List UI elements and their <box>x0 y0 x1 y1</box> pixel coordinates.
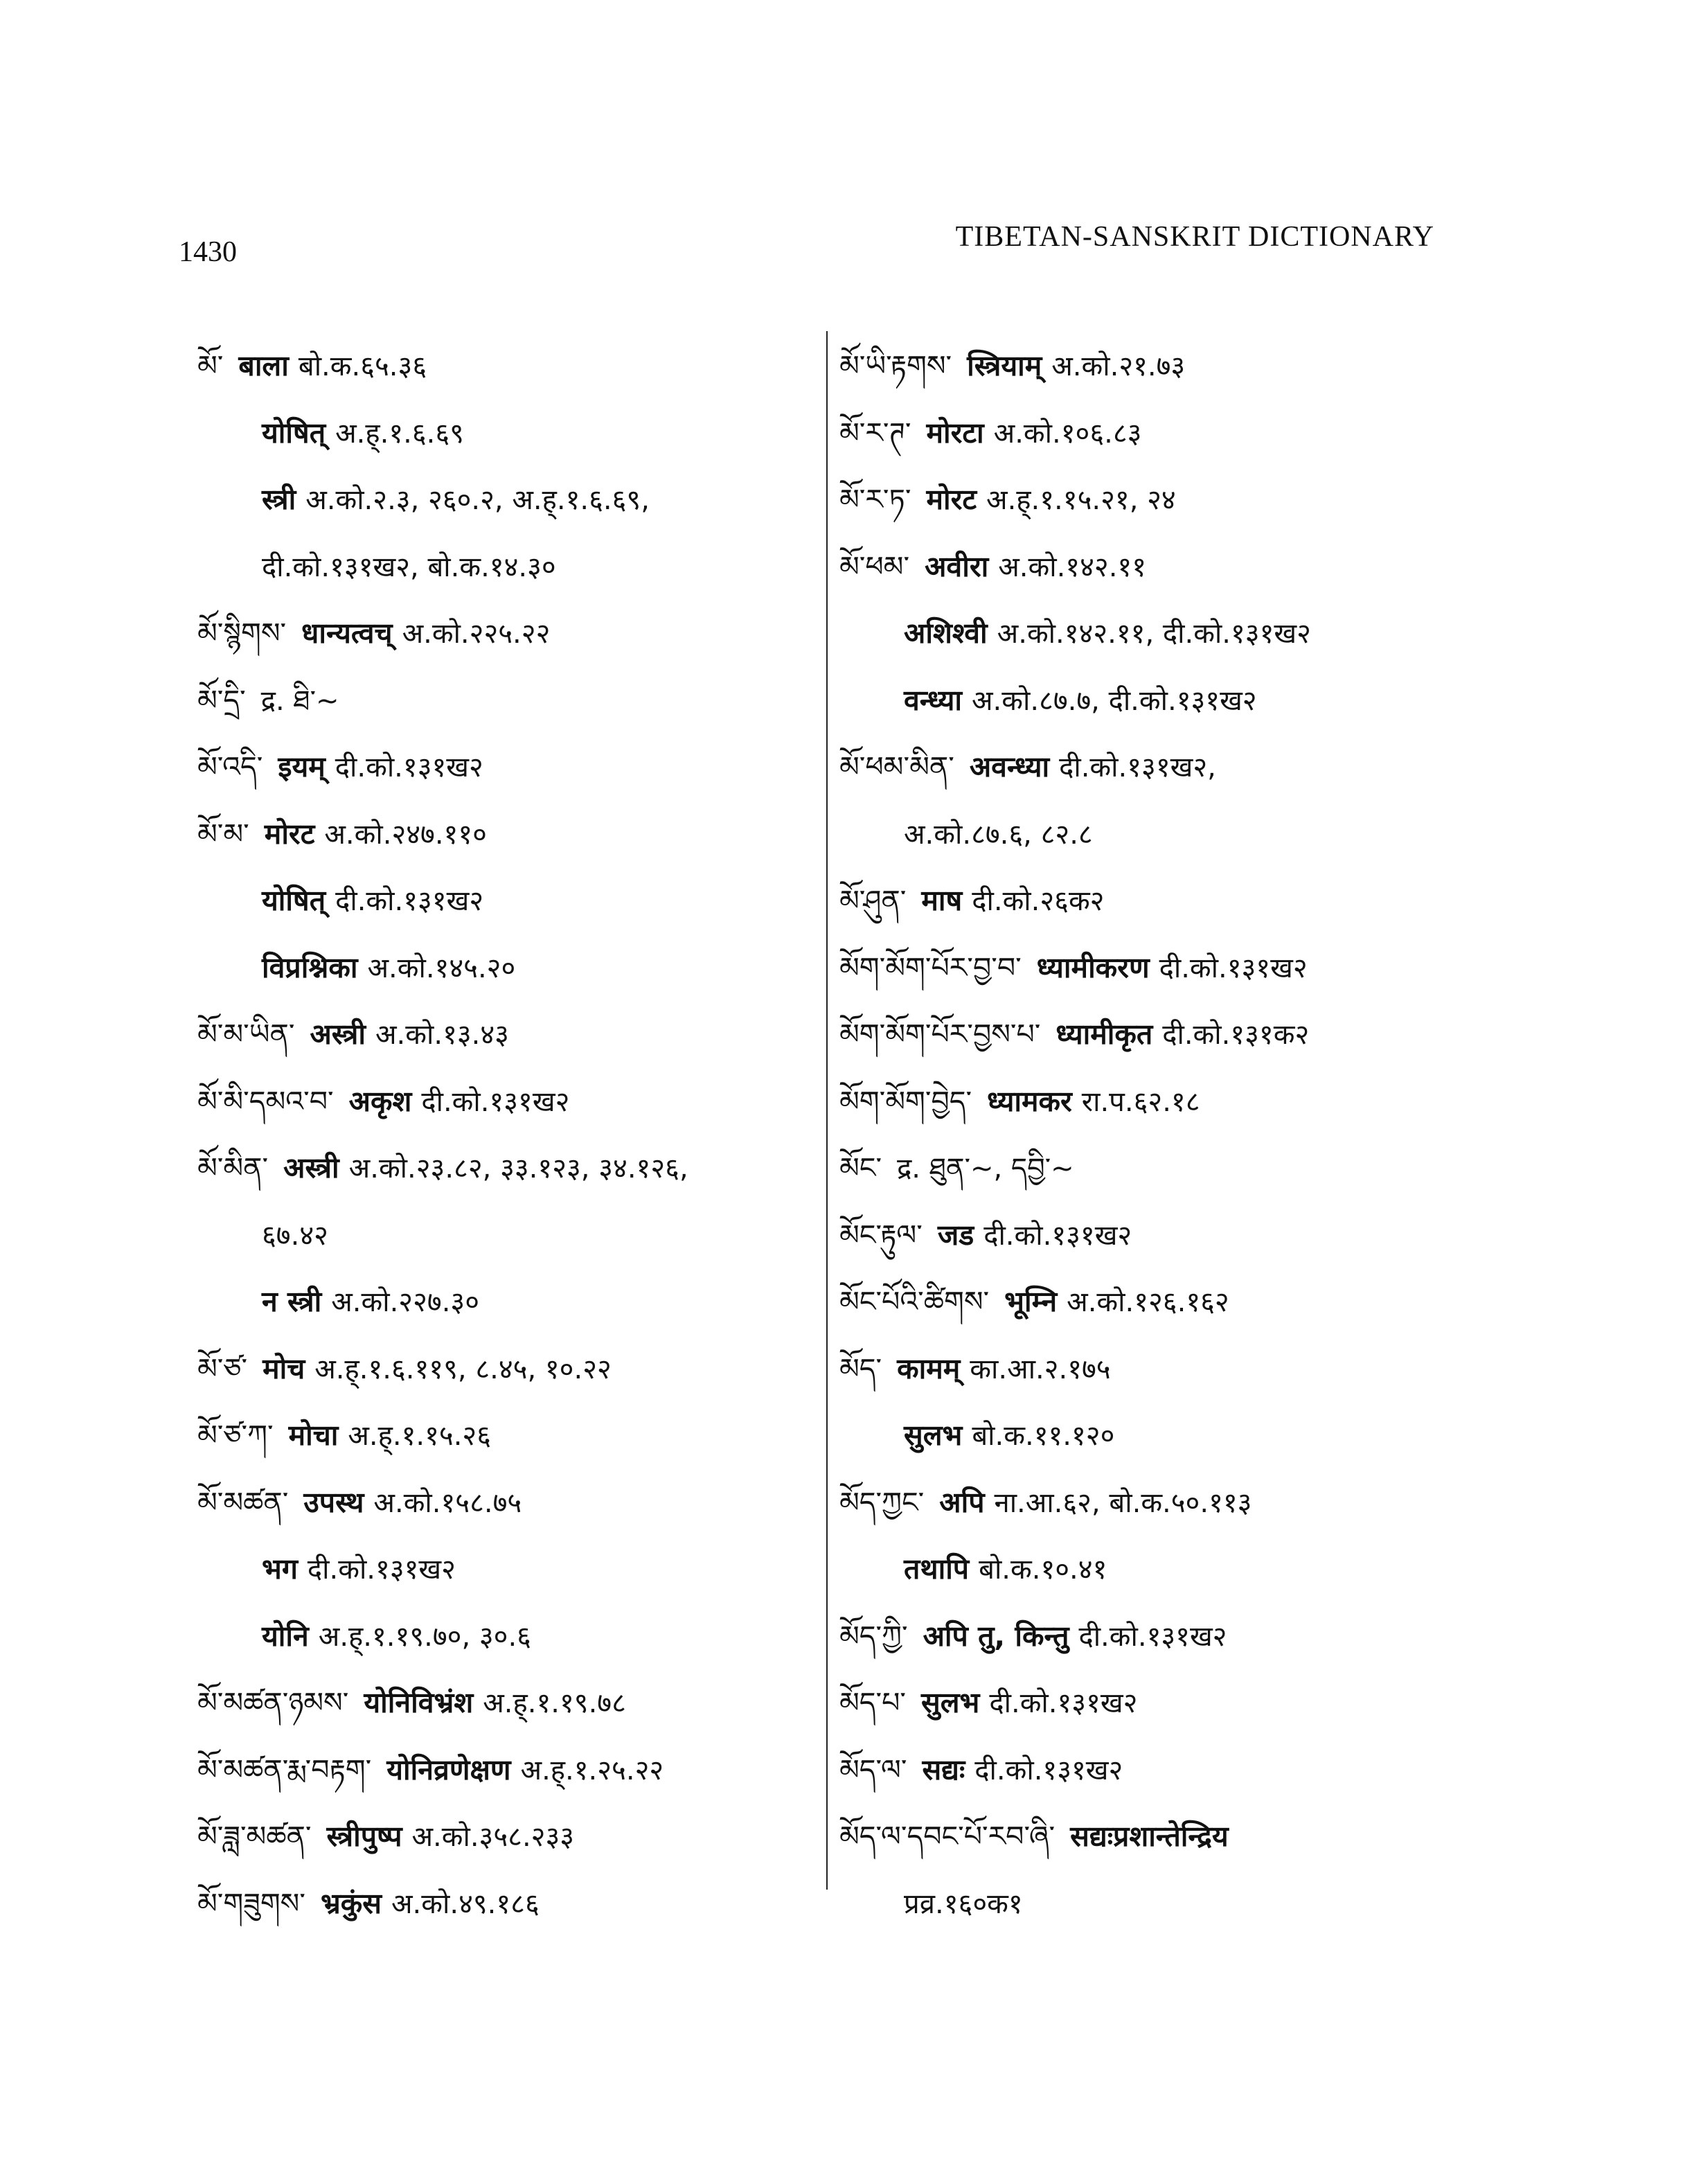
tibetan-headword: མོ་གཟུགས་ <box>197 1886 305 1920</box>
sanskrit-equivalent: जड <box>937 1218 974 1252</box>
sanskrit-equivalent: स्त्रियाम् <box>967 349 1042 382</box>
source-reference: अ.को.१३.४३ <box>375 1019 509 1051</box>
dictionary-line <box>839 934 1463 1002</box>
reference-continuation: ६७.४२ <box>262 1219 328 1252</box>
sanskrit-equivalent: इयम् <box>278 750 326 783</box>
sanskrit-equivalent: माष <box>921 884 963 917</box>
sanskrit-equivalent: सुलभ <box>904 1419 963 1452</box>
source-reference: अ.को.२२५.२२ <box>402 618 551 650</box>
sanskrit-equivalent: विप्रश्निका <box>262 950 358 984</box>
sanskrit-equivalent: उपस्थ <box>303 1485 364 1519</box>
dictionary-line <box>839 1803 1463 1870</box>
sanskrit-equivalent: अकृश <box>348 1084 412 1118</box>
source-reference: दी.को.१३१ख२ <box>974 1754 1123 1786</box>
sanskrit-equivalent: स्त्रीपुष्प <box>326 1820 402 1853</box>
sanskrit-equivalent: अस्त्री <box>310 1018 366 1051</box>
reference-continuation: अ.को.८७.६, ८२.८ <box>904 818 1093 851</box>
source-reference: ना.आ.६२, बो.क.५०.११३ <box>994 1486 1252 1519</box>
dictionary-line <box>197 934 821 1002</box>
tibetan-headword: མོ་མཚན་རྨ་བརྟག་ <box>197 1752 372 1786</box>
sanskrit-equivalent: अपि तु, किन्तु <box>923 1619 1069 1653</box>
source-reference: द्र. ཐུན་~, དབྱི་~ <box>897 1153 1074 1184</box>
source-reference: अ.को.४९.१८६ <box>391 1888 540 1920</box>
dictionary-line <box>197 1135 821 1202</box>
sanskrit-equivalent: अपि <box>939 1485 985 1519</box>
sanskrit-equivalent: कामम् <box>897 1351 961 1385</box>
dictionary-line <box>197 1001 821 1068</box>
running-head: TIBETAN-SANSKRIT DICTIONARY <box>955 221 1434 253</box>
source-reference: अ.को.१२६.१६२ <box>1067 1286 1229 1318</box>
source-reference: बो.क.११.१२० <box>972 1420 1115 1452</box>
sanskrit-equivalent: बाला <box>238 349 289 382</box>
reference-continuation: प्रव्र.१६०क१ <box>904 1888 1023 1920</box>
dictionary-line <box>839 332 1463 400</box>
dictionary-line <box>197 734 821 801</box>
source-reference: रा.प.६२.१८ <box>1081 1085 1200 1118</box>
dictionary-line <box>197 600 821 667</box>
dictionary-line <box>197 466 821 533</box>
tibetan-headword: མོད་ལ་དབང་པོ་རབ་ཞི་ <box>839 1820 1056 1853</box>
sanskrit-equivalent: स्त्री <box>262 483 296 516</box>
sanskrit-equivalent: सुलभ <box>921 1686 980 1719</box>
dictionary-line <box>839 1135 1463 1202</box>
tibetan-headword: མོ་མཚན་ཉམས་ <box>197 1686 349 1719</box>
sanskrit-equivalent: अशिश्वी <box>904 616 988 650</box>
sanskrit-equivalent: भूम्नि <box>1004 1285 1058 1318</box>
dictionary-line <box>197 1268 821 1335</box>
sanskrit-equivalent: योनि <box>262 1619 309 1653</box>
source-reference: अ.को.३५८.२३३ <box>411 1821 575 1853</box>
dictionary-line <box>839 1469 1463 1536</box>
source-reference: अ.को.२३.८२, ३३.१२३, ३४.१२६, <box>348 1153 688 1184</box>
tibetan-headword: མོ་ <box>197 349 224 382</box>
source-reference: अ.ह्.१.१९.७०, ३०.६ <box>318 1620 531 1653</box>
source-reference: अ.ह्.१.६.६९ <box>335 417 464 450</box>
tibetan-headword: མོད་ཀྱི་ <box>839 1619 908 1653</box>
dictionary-line <box>197 400 821 467</box>
sanskrit-equivalent: सद्यः <box>922 1752 965 1786</box>
sanskrit-equivalent: वन्ध्या <box>904 683 962 717</box>
source-reference: अ.को.२२७.३० <box>331 1286 480 1318</box>
dictionary-line <box>197 1870 821 1937</box>
dictionary-line <box>197 867 821 934</box>
sanskrit-equivalent: मोच <box>262 1351 305 1385</box>
dictionary-line <box>197 332 821 400</box>
dictionary-line <box>197 1536 821 1603</box>
tibetan-headword: མོང་རྟུལ་ <box>839 1218 923 1252</box>
dictionary-line <box>197 1202 821 1269</box>
source-reference: अ.ह्.१.१५.२६ <box>348 1420 492 1452</box>
sanskrit-equivalent: ध्यामीकृत <box>1056 1018 1153 1051</box>
source-reference: बो.क.६५.३६ <box>298 350 427 382</box>
dictionary-line <box>197 1737 821 1804</box>
source-reference: द्र. ཐི་~ <box>260 684 339 717</box>
source-reference: दी.को.१३१ख२ <box>335 885 484 917</box>
tibetan-headword: མོ་མཚན་ <box>197 1485 289 1519</box>
tibetan-headword: མོ་ཤུན་ <box>839 884 907 917</box>
source-reference: अ.को.१०६.८३ <box>993 417 1142 450</box>
sanskrit-equivalent: अवीरा <box>925 549 989 583</box>
dictionary-line <box>839 867 1463 934</box>
source-reference: दी.को.१३१ख२ <box>335 752 483 783</box>
tibetan-headword: མོ་མིན་ <box>197 1151 269 1184</box>
sanskrit-equivalent: मोरट <box>264 817 315 851</box>
source-reference: अ.को.१४५.२० <box>367 952 516 984</box>
source-reference: अ.ह्.१.१९.७८ <box>483 1687 626 1719</box>
dictionary-line <box>197 1803 821 1870</box>
source-reference: अ.को.२.३, २६०.२, अ.ह्.१.६.६९, <box>305 484 650 516</box>
sanskrit-equivalent: मोचा <box>288 1419 339 1452</box>
tibetan-headword: མོ་སྙིགས་ <box>197 616 287 650</box>
tibetan-headword: མོ་ར་ཏ་ <box>839 483 911 516</box>
right-column <box>839 332 1463 1937</box>
source-reference: दी.को.१३१क२ <box>1162 1019 1310 1051</box>
dictionary-line <box>839 400 1463 467</box>
dictionary-line <box>197 1335 821 1403</box>
sanskrit-equivalent: धान्यत्वच् <box>301 616 393 650</box>
dictionary-line <box>839 734 1463 801</box>
dictionary-line <box>839 1737 1463 1804</box>
source-reference: दी.को.१३१ख२ <box>307 1554 456 1586</box>
sanskrit-equivalent: योनिविभ्रंश <box>364 1686 474 1719</box>
dictionary-line <box>839 600 1463 667</box>
sanskrit-equivalent: मोरट <box>926 483 977 516</box>
source-reference: दी.को.१३१ख२, <box>1059 752 1216 783</box>
source-reference: अ.को.१५८.७५ <box>373 1486 522 1519</box>
source-reference: दी.को.१३१ख२ <box>983 1219 1132 1252</box>
tibetan-headword: མོ་དྲི་ <box>197 683 246 717</box>
tibetan-headword: མོ་ཕམ་ <box>839 549 910 583</box>
tibetan-headword: མོ་འདི་ <box>197 750 263 783</box>
sanskrit-equivalent: न स्त्री <box>262 1285 322 1318</box>
source-reference: अ.को.२४७.११० <box>324 818 487 851</box>
sanskrit-equivalent: सद्यःप्रशान्तेन्द्रिय <box>1070 1820 1229 1853</box>
source-reference: बो.क.१०.४१ <box>979 1554 1107 1586</box>
source-reference: दी.को.२६क२ <box>972 885 1105 917</box>
sanskrit-equivalent: योषित् <box>262 416 326 450</box>
page-number: 1430 <box>179 236 237 268</box>
source-reference: अ.ह्.१.६.११९, ८.४५, १०.२२ <box>314 1353 612 1385</box>
source-reference: दी.को.१३१ख२ <box>1159 952 1308 984</box>
column-divider <box>826 331 828 1890</box>
tibetan-headword: མོག་མོག་བྱེད་ <box>839 1084 972 1118</box>
source-reference: दी.को.१३१ख२ <box>989 1687 1138 1719</box>
left-column <box>197 332 821 1937</box>
source-reference: का.आ.२.१७५ <box>970 1353 1111 1385</box>
tibetan-headword: མོད་ལ་ <box>839 1752 907 1786</box>
source-reference: अ.ह्.१.२५.२२ <box>520 1754 664 1786</box>
tibetan-headword: མོད་ཀྱང་ <box>839 1485 925 1519</box>
dictionary-line <box>839 1603 1463 1670</box>
dictionary-line <box>839 1202 1463 1269</box>
dictionary-line <box>197 801 821 868</box>
dictionary-line <box>839 1669 1463 1737</box>
source-reference: दी.को.१३१ख२ <box>421 1085 570 1118</box>
source-reference: अ.को.१४२.११, दी.को.१३१ख२ <box>997 618 1311 650</box>
tibetan-headword: མོ་མ་ <box>197 817 249 851</box>
sanskrit-equivalent: भग <box>262 1552 298 1586</box>
tibetan-headword: མོ་ཟླ་མཚན་ <box>197 1820 312 1853</box>
dictionary-line <box>197 1469 821 1536</box>
sanskrit-equivalent: योनिव्रणेक्षण <box>386 1752 511 1786</box>
dictionary-line <box>839 1068 1463 1135</box>
dictionary-line <box>839 1268 1463 1335</box>
sanskrit-equivalent: मोरटा <box>926 416 984 450</box>
source-reference: दी.को.१३१ख२ <box>1078 1620 1227 1653</box>
source-reference: अ.को.२१.७३ <box>1051 350 1186 382</box>
dictionary-line <box>839 1402 1463 1469</box>
sanskrit-equivalent: भ्रकुंस <box>320 1886 382 1920</box>
tibetan-headword: མོ་མི་དམའ་བ་ <box>197 1084 334 1118</box>
sanskrit-equivalent: ध्यामीकरण <box>1036 950 1150 984</box>
dictionary-line <box>839 1335 1463 1403</box>
sanskrit-equivalent: अवन्ध्या <box>969 750 1050 783</box>
dictionary-line <box>839 533 1463 601</box>
reference-continuation: दी.को.१३१ख२, बो.क.१४.३० <box>262 551 556 583</box>
tibetan-headword: མོ་ཡི་རྟགས་ <box>839 349 952 382</box>
dictionary-line <box>839 667 1463 734</box>
dictionary-line <box>839 1001 1463 1068</box>
dictionary-line <box>197 1068 821 1135</box>
dictionary-line <box>197 1402 821 1469</box>
tibetan-headword: མོད་པ་ <box>839 1686 907 1719</box>
tibetan-headword: མོད་ <box>839 1351 882 1385</box>
tibetan-headword: མོང་པོའི་ཚིགས་ <box>839 1285 990 1318</box>
source-reference: अ.को.८७.७, दी.को.१३१ख२ <box>971 684 1257 717</box>
source-reference: अ.को.१४२.११ <box>998 551 1147 583</box>
tibetan-headword: མོ་ཙ་ <box>197 1351 248 1385</box>
dictionary-line <box>839 466 1463 533</box>
sanskrit-equivalent: ध्यामकर <box>987 1084 1072 1118</box>
tibetan-headword: མོ་མ་ཡིན་ <box>197 1018 295 1051</box>
dictionary-line <box>839 1536 1463 1603</box>
tibetan-headword: མོ་ར་ཊ་ <box>839 416 911 450</box>
tibetan-headword: མོང་ <box>839 1151 882 1184</box>
tibetan-headword: མོག་མོག་པོར་བྱས་པ་ <box>839 1018 1041 1051</box>
sanskrit-equivalent: अस्त्री <box>283 1151 339 1184</box>
tibetan-headword: མོག་མོག་པོར་བྱ་བ་ <box>839 950 1022 984</box>
tibetan-headword: མོ་ཙ་ཀ་ <box>197 1419 274 1452</box>
sanskrit-equivalent: तथापि <box>904 1552 970 1586</box>
dictionary-line <box>197 667 821 734</box>
dictionary-line <box>197 533 821 601</box>
dictionary-line <box>839 801 1463 868</box>
tibetan-headword: མོ་ཕམ་མིན་ <box>839 750 954 783</box>
dictionary-line <box>197 1669 821 1737</box>
dictionary-line <box>839 1870 1463 1937</box>
source-reference: अ.ह्.१.१५.२१, २४ <box>986 484 1176 516</box>
dictionary-line <box>197 1603 821 1670</box>
sanskrit-equivalent: योषित् <box>262 884 326 917</box>
